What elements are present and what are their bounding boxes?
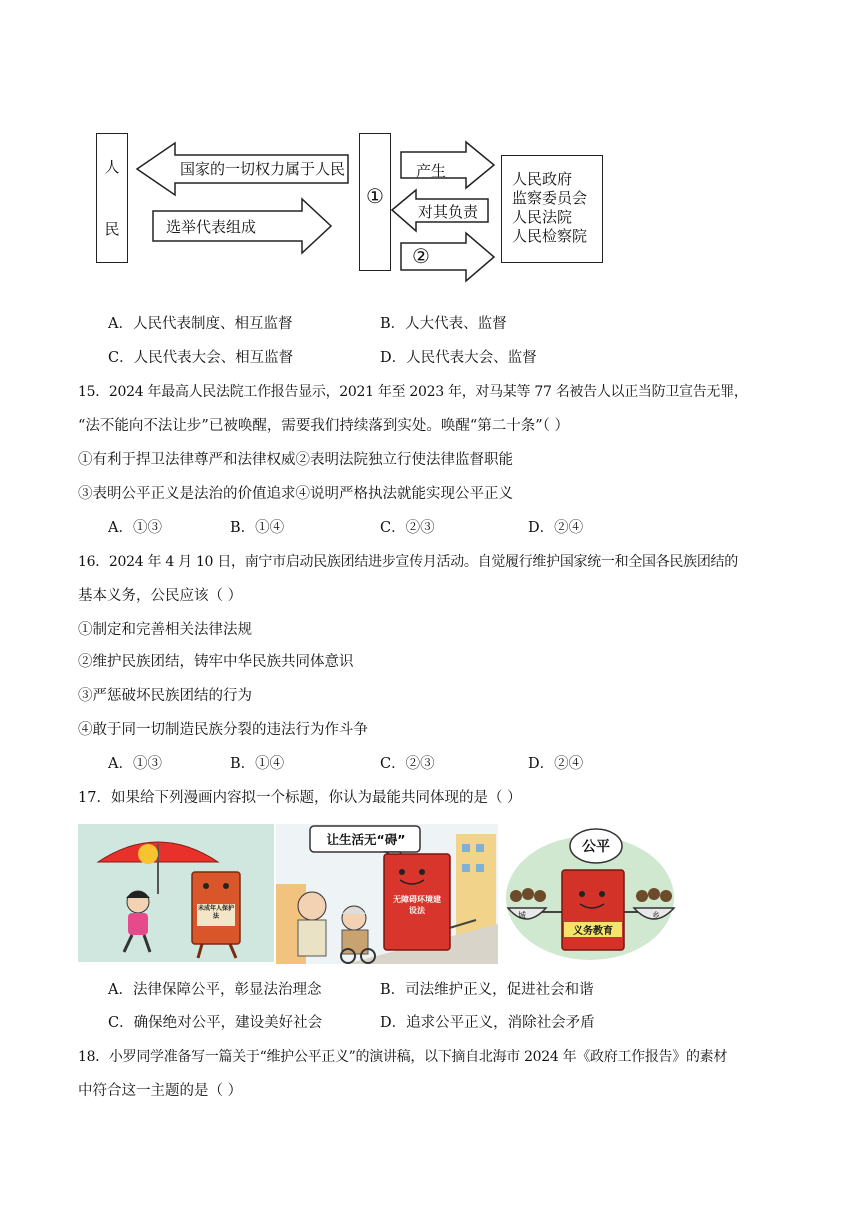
q18-stem-line2: 中符合这一主题的是（ ） — [78, 1083, 243, 1099]
org-government: 人民政府 — [512, 170, 573, 188]
comic-3-right-bowl-label: 乡 — [652, 911, 660, 920]
q16-option-b[interactable]: B．①④ — [230, 756, 285, 772]
q14-option-b[interactable]: B．人大代表、监督 — [380, 316, 507, 332]
comic-1-drawing — [78, 824, 274, 962]
comic-3-book-label: 义务教育 — [564, 922, 622, 937]
comic-panel-education-fairness — [502, 824, 680, 964]
q16-statement-4: ④敢于同一切制造民族分裂的违法行为作斗争 — [78, 722, 368, 738]
comic-3-title: 公平 — [582, 839, 610, 855]
q15-stem-line2: “法不能向不法让步”已被唤醒，需要我们持续落到实处。唤醒“第二十条”（ ） — [78, 418, 570, 434]
comic-1-book-label: 未成年人保护法 — [198, 905, 235, 920]
q17-option-b[interactable]: B．司法维护正义，促进社会和谐 — [380, 982, 594, 998]
q16-stem-line1: 16．2024 年 4 月 10 日，南宁市启动民族团结进步宣传月活动。自觉履行维护国家统一和全国各民族团结的 — [78, 554, 738, 570]
people-char-2: 民 — [104, 220, 120, 238]
produce-label: 产生 — [416, 162, 447, 180]
comic-2-book-label: 无障碍环境建设法 — [393, 895, 441, 915]
q16-statement-3: ③严惩破坏民族团结的行为 — [78, 688, 252, 704]
comic-2-bubble-text: 让生活无“碍” — [326, 832, 406, 847]
produce-arrow-shape — [401, 142, 494, 188]
comic-panel-minor-protection — [78, 824, 274, 962]
people-char-1: 人 — [104, 158, 120, 176]
q16-statement-2: ②维护民族团结，铸牢中华民族共同体意识 — [78, 654, 354, 670]
q18-stem-line1: 18．小罗同学准备写一篇关于“维护公平正义”的演讲稿，以下摘自北海市 2024 年《政府工作报告》的素材 — [78, 1049, 728, 1065]
q15-option-b[interactable]: B．①④ — [230, 520, 285, 536]
comic-panel-accessibility — [276, 824, 498, 964]
q17-option-c[interactable]: C．确保绝对公平，建设美好社会 — [108, 1015, 323, 1031]
arrow-left-label: 国家的一切权力属于人民 — [180, 160, 346, 178]
org-procuratorate: 人民检察院 — [512, 227, 588, 245]
comic-3-left-bowl-label: 城 — [518, 911, 526, 920]
diagram-arrows — [0, 0, 860, 300]
q15-statement-line2: ③表明公平正义是法治的价值追求④说明严格执法就能实现公平正义 — [78, 486, 513, 502]
q15-stem-line1: 15．2024 年最高人民法院工作报告显示，2021 年至 2023 年，对马某等 77 名被告人以正当防卫宣告无罪， — [78, 384, 748, 400]
circle2-label: ② — [412, 244, 430, 268]
q15-option-a[interactable]: A．①③ — [108, 520, 162, 536]
q14-option-d[interactable]: D．人民代表大会、监督 — [380, 350, 537, 366]
responsible-label: 对其负责 — [418, 203, 479, 221]
q14-option-a[interactable]: A．人民代表制度、相互监督 — [108, 316, 293, 332]
q17-stem: 17．如果给下列漫画内容拟一个标题，你认为最能共同体现的是（ ） — [78, 790, 522, 806]
q16-option-a[interactable]: A．①③ — [108, 756, 162, 772]
q15-option-d[interactable]: D．②④ — [528, 520, 584, 536]
center-label: ① — [366, 184, 384, 208]
q16-statement-1: ①制定和完善相关法律法规 — [78, 622, 252, 638]
center-box — [359, 133, 391, 271]
q14-option-c[interactable]: C．人民代表大会、相互监督 — [108, 350, 294, 366]
q16-stem-line2: 基本义务，公民应该（ ） — [78, 588, 243, 604]
q15-statement-line1: ①有利于捍卫法律尊严和法律权威②表明法院独立行使法律监督职能 — [78, 452, 513, 468]
arrow-right-label: 选举代表组成 — [166, 218, 257, 236]
organizations-box — [501, 155, 603, 263]
q16-option-d[interactable]: D．②④ — [528, 756, 584, 772]
org-court: 人民法院 — [512, 208, 573, 226]
q16-option-c[interactable]: C．②③ — [380, 756, 435, 772]
q17-option-d[interactable]: D．追求公平正义，消除社会矛盾 — [380, 1015, 595, 1031]
q15-option-c[interactable]: C．②③ — [380, 520, 435, 536]
q17-option-a[interactable]: A．法律保障公平，彰显法治理念 — [108, 982, 322, 998]
org-supervision: 监察委员会 — [512, 189, 588, 207]
